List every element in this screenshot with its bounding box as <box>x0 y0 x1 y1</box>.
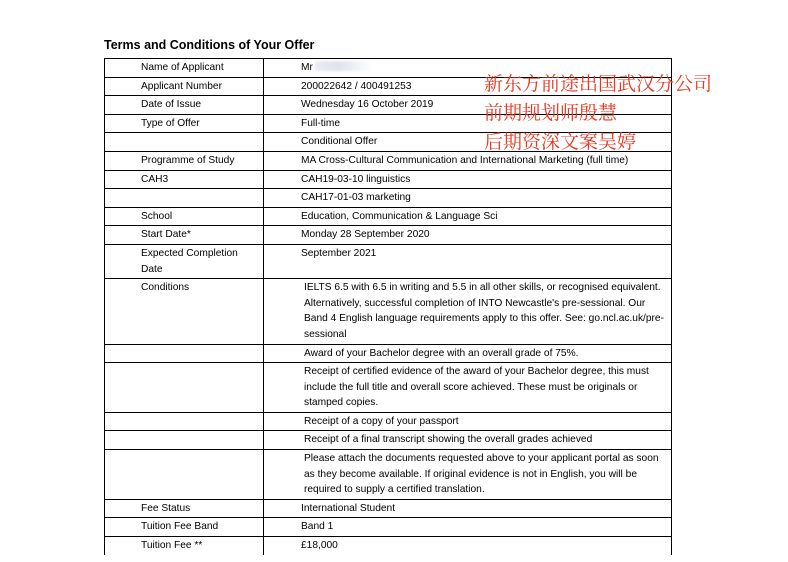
table-row <box>105 431 672 450</box>
row-value: Receipt of a final transcript showing the overall grades achieved <box>264 431 672 450</box>
row-value: September 2021 <box>264 244 672 278</box>
row-value: CAH19-03-10 linguistics <box>264 170 672 189</box>
row-value: Band 1 <box>264 518 672 537</box>
row-value: Please attach the documents requested above to your applicant portal as soon as they become available. If original evidence is not in English, you will be required to supply a certified translation. <box>264 450 672 500</box>
row-label: Start Date* <box>105 226 264 245</box>
row-label: Date of Issue <box>105 96 264 115</box>
table-row <box>105 207 672 226</box>
table-row <box>105 226 672 245</box>
row-label: Name of Applicant <box>105 59 264 78</box>
watermark-line-3: 后期资深文案吴婷 <box>484 131 637 153</box>
row-value: IELTS 6.5 with 6.5 in writing and 5.5 in all other skills, or recognised equivalent. Alternatively, successful completion of INTO Newcastle's pre-sessional. Our Band 4 English language requirements apply to this offer. See: go.ncl.ac.uk/pre-sessional <box>264 279 672 344</box>
applicant-name-value: Mr <box>301 62 313 73</box>
row-label <box>105 450 264 500</box>
row-label: School <box>105 207 264 226</box>
row-label: Tuition Fee ** <box>105 537 264 555</box>
table-row <box>105 151 672 170</box>
table-row <box>105 279 672 344</box>
row-value: Award of your Bachelor degree with an overall grade of 75%. <box>264 344 672 363</box>
row-value: Receipt of a copy of your passport <box>264 412 672 431</box>
row-label <box>105 363 264 413</box>
row-value: International Student <box>264 499 672 518</box>
redacted-name-blur <box>315 61 373 71</box>
table-row <box>105 170 672 189</box>
row-value: Receipt of certified evidence of the award of your Bachelor degree, this must include the full title and overall score achieved. These must be originals or stamped copies. <box>264 363 672 413</box>
row-value: CAH17-01-03 marketing <box>264 189 672 208</box>
row-value: MA Cross-Cultural Communication and International Marketing (full time) <box>264 151 672 170</box>
row-label <box>105 133 264 152</box>
table-row <box>105 450 672 500</box>
table-row <box>105 412 672 431</box>
document-title: Terms and Conditions of Your Offer <box>104 38 315 52</box>
row-label: Type of Offer <box>105 114 264 133</box>
table-row <box>105 537 672 555</box>
row-label: Fee Status <box>105 499 264 518</box>
row-value: Monday 28 September 2020 <box>264 226 672 245</box>
row-label: CAH3 <box>105 170 264 189</box>
row-value: Education, Communication & Language Sci <box>264 207 672 226</box>
table-row <box>105 344 672 363</box>
table-row <box>105 363 672 413</box>
row-value: 200022642 / 400491253 <box>264 77 672 96</box>
row-value: £18,000 <box>264 537 672 555</box>
table-row <box>105 518 672 537</box>
row-value: Full-time <box>264 114 672 133</box>
table-row <box>105 189 672 208</box>
row-label <box>105 189 264 208</box>
watermark-line-1: 新东方前途出国武汉分公司 <box>484 73 713 95</box>
row-label: Conditions <box>105 279 264 344</box>
row-label: Programme of Study <box>105 151 264 170</box>
row-label: Tuition Fee Band <box>105 518 264 537</box>
row-value: Conditional Offer <box>264 133 672 152</box>
row-label: Applicant Number <box>105 77 264 96</box>
row-label: Expected Completion Date <box>105 244 264 278</box>
row-value: Wednesday 16 October 2019 <box>264 96 672 115</box>
row-label <box>105 431 264 450</box>
row-label <box>105 344 264 363</box>
watermark-line-2: 前期规划师殷慧 <box>484 102 618 124</box>
row-label <box>105 412 264 431</box>
table-row <box>105 244 672 278</box>
table-row <box>105 499 672 518</box>
